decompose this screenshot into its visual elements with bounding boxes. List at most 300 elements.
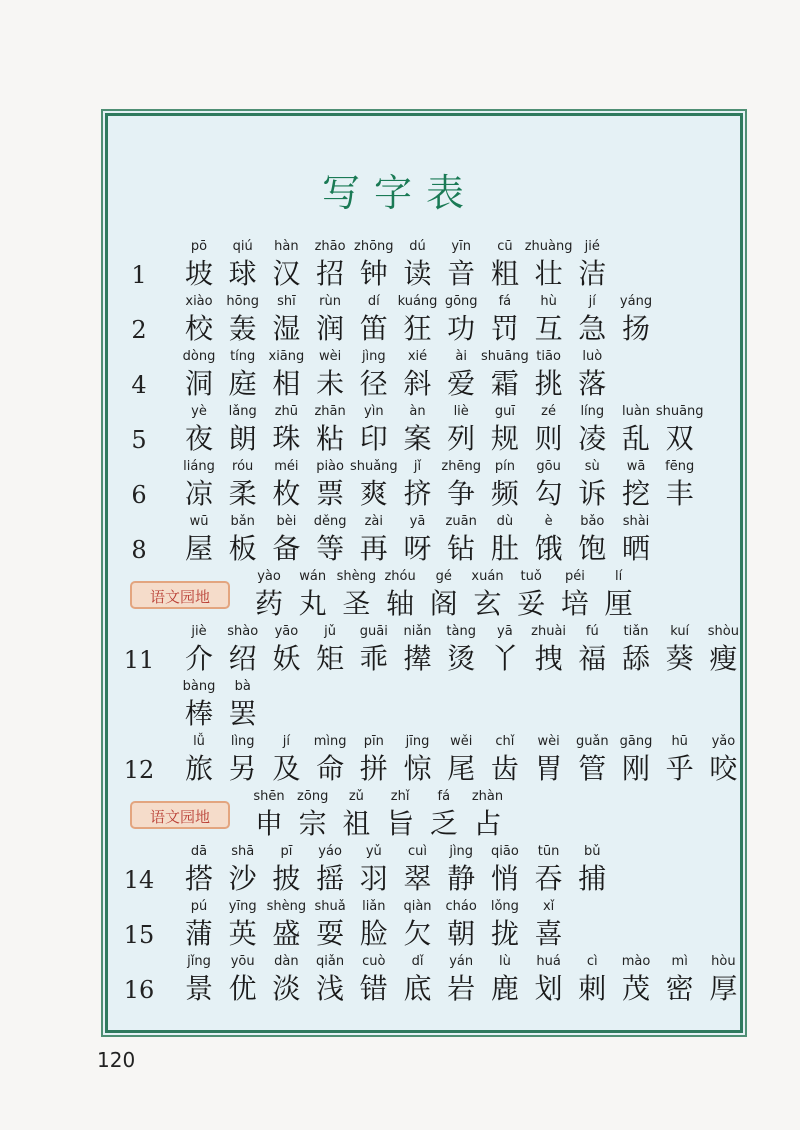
character-cell xyxy=(567,622,617,676)
pinyin: shā xyxy=(231,844,255,859)
character-cell xyxy=(393,732,443,786)
pinyin: wèi xyxy=(537,734,560,749)
hanzi: 狂 xyxy=(403,312,432,345)
pinyin: jǐ xyxy=(413,459,422,474)
hanzi: 润 xyxy=(316,312,345,345)
pinyin: pī xyxy=(280,844,293,859)
pinyin: mì xyxy=(671,954,688,969)
character-cell xyxy=(261,622,311,676)
pinyin: dù xyxy=(496,514,514,529)
hanzi: 斜 xyxy=(403,367,432,400)
pinyin: fá xyxy=(437,789,451,804)
hanzi: 祖 xyxy=(342,807,371,840)
pinyin: yǎo xyxy=(711,734,736,749)
hanzi: 柔 xyxy=(228,477,257,510)
pinyin: dǐ xyxy=(411,954,424,969)
hanzi: 扬 xyxy=(621,312,650,345)
pinyin: shēn xyxy=(253,789,285,804)
hanzi: 管 xyxy=(578,752,607,785)
character-cell xyxy=(655,457,705,511)
character-cell xyxy=(261,292,311,346)
hanzi: 蒲 xyxy=(184,917,213,950)
character-cell xyxy=(524,842,574,896)
hanzi: 轰 xyxy=(228,312,257,345)
hanzi: 乖 xyxy=(359,642,388,675)
character-cell xyxy=(480,622,530,676)
page-title: 写字表 xyxy=(321,171,478,215)
character-cell xyxy=(218,622,268,676)
hanzi: 烫 xyxy=(447,642,476,675)
hanzi: 培 xyxy=(560,587,589,620)
hanzi: 岩 xyxy=(447,972,476,1005)
pinyin: jí xyxy=(282,734,290,749)
pinyin: zhuài xyxy=(531,624,567,639)
pinyin: cuò xyxy=(362,954,386,969)
hanzi: 占 xyxy=(473,807,502,840)
hanzi: 勾 xyxy=(534,477,563,510)
hanzi: 饱 xyxy=(578,532,607,565)
character-cell xyxy=(261,512,311,566)
pinyin: zhàn xyxy=(471,789,504,804)
pinyin: jìng xyxy=(449,844,474,859)
pinyin: zhān xyxy=(314,404,346,419)
character-cell xyxy=(611,512,661,566)
character-cell xyxy=(393,402,443,456)
character-cell xyxy=(218,952,268,1006)
hanzi: 再 xyxy=(359,532,388,565)
character-cell xyxy=(305,237,355,291)
pinyin: jǔ xyxy=(324,624,337,639)
pinyin: jié xyxy=(584,239,600,254)
character-cell xyxy=(655,732,705,786)
hanzi: 钟 xyxy=(359,257,388,290)
character-cell xyxy=(524,897,574,951)
hanzi: 搭 xyxy=(184,862,213,895)
pinyin: dòng xyxy=(182,349,216,364)
hanzi: 齿 xyxy=(490,752,519,785)
character-cell xyxy=(349,952,399,1006)
hanzi: 轴 xyxy=(386,587,415,620)
character-cell xyxy=(436,952,486,1006)
hanzi: 备 xyxy=(272,532,301,565)
character-cell xyxy=(436,402,486,456)
character-cell xyxy=(436,292,486,346)
character-cell xyxy=(567,512,617,566)
hanzi: 屋 xyxy=(184,532,213,565)
character-cell xyxy=(349,292,399,346)
pinyin: niǎn xyxy=(403,624,432,639)
character-cell xyxy=(174,347,224,401)
character-cell xyxy=(567,237,617,291)
table-row xyxy=(0,292,800,352)
pinyin: huá xyxy=(536,954,561,969)
character-cell xyxy=(218,842,268,896)
section-badge: 语文园地 xyxy=(130,801,230,829)
hanzi: 呀 xyxy=(403,532,432,565)
character-cell xyxy=(393,842,443,896)
hanzi: 介 xyxy=(184,642,213,675)
pinyin: chǐ xyxy=(495,734,515,749)
pinyin: yǔ xyxy=(365,844,382,859)
pinyin: qiàn xyxy=(403,899,432,914)
hanzi: 喜 xyxy=(534,917,563,950)
character-cell xyxy=(393,292,443,346)
hanzi: 争 xyxy=(447,477,476,510)
character-cell xyxy=(218,292,268,346)
pinyin: mào xyxy=(621,954,651,969)
pinyin: qiǎn xyxy=(316,954,345,969)
character-cell xyxy=(349,897,399,951)
character-cell xyxy=(436,732,486,786)
pinyin: jǐng xyxy=(187,954,211,969)
hanzi: 罚 xyxy=(490,312,519,345)
hanzi: 诉 xyxy=(578,477,607,510)
pinyin: tiǎn xyxy=(623,624,649,639)
pinyin: pú xyxy=(190,899,208,914)
table-row xyxy=(0,842,800,902)
lesson-number: 12 xyxy=(123,756,155,784)
character-cell xyxy=(261,897,311,951)
pinyin: tūn xyxy=(537,844,560,859)
character-cell xyxy=(375,567,425,621)
pinyin: xiào xyxy=(185,294,213,309)
character-cell xyxy=(393,622,443,676)
pinyin: qiāo xyxy=(490,844,519,859)
pinyin: jìng xyxy=(361,349,386,364)
pinyin: yāo xyxy=(274,624,299,639)
hanzi: 拢 xyxy=(490,917,519,950)
pinyin: lìng xyxy=(230,734,255,749)
hanzi: 宗 xyxy=(298,807,327,840)
character-cell xyxy=(419,567,469,621)
character-cell xyxy=(305,512,355,566)
pinyin: lǒng xyxy=(490,899,519,914)
pinyin: lí xyxy=(614,569,623,584)
pinyin: dàn xyxy=(274,954,299,969)
table-row xyxy=(0,952,800,1012)
character-cell xyxy=(349,347,399,401)
hanzi: 急 xyxy=(578,312,607,345)
hanzi: 阁 xyxy=(429,587,458,620)
character-cell xyxy=(393,952,443,1006)
section-badge: 语文园地 xyxy=(130,581,230,609)
hanzi: 另 xyxy=(228,752,257,785)
pinyin: pín xyxy=(494,459,515,474)
character-cell xyxy=(480,402,530,456)
pinyin: guǎn xyxy=(575,734,609,749)
hanzi: 咬 xyxy=(709,752,738,785)
lesson-number: 16 xyxy=(123,976,155,1004)
hanzi: 则 xyxy=(534,422,563,455)
hanzi: 夜 xyxy=(184,422,213,455)
pinyin: xuán xyxy=(471,569,504,584)
hanzi: 挑 xyxy=(534,367,563,400)
character-cell xyxy=(480,842,530,896)
character-cell xyxy=(506,567,556,621)
character-cell xyxy=(393,347,443,401)
character-cell xyxy=(567,292,617,346)
character-cell xyxy=(393,512,443,566)
hanzi: 优 xyxy=(228,972,257,1005)
pinyin: líng xyxy=(580,404,605,419)
pinyin: hū xyxy=(671,734,688,749)
pinyin: dā xyxy=(190,844,208,859)
hanzi: 爱 xyxy=(447,367,476,400)
hanzi: 频 xyxy=(490,477,519,510)
character-cell xyxy=(244,787,294,841)
character-cell xyxy=(218,897,268,951)
hanzi: 划 xyxy=(534,972,563,1005)
pinyin: piào xyxy=(316,459,344,474)
character-cell xyxy=(480,897,530,951)
hanzi: 惊 xyxy=(403,752,432,785)
pinyin: zhǐ xyxy=(390,789,410,804)
character-cell xyxy=(480,732,530,786)
hanzi: 径 xyxy=(359,367,388,400)
character-cell xyxy=(174,732,224,786)
pinyin: yìn xyxy=(364,404,384,419)
hanzi: 凌 xyxy=(578,422,607,455)
hanzi: 矩 xyxy=(316,642,345,675)
table-row xyxy=(0,237,800,297)
lesson-number: 4 xyxy=(131,371,147,399)
pinyin: bǔ xyxy=(584,844,601,859)
hanzi: 洁 xyxy=(578,257,607,290)
hanzi: 圣 xyxy=(342,587,371,620)
hanzi: 景 xyxy=(184,972,213,1005)
hanzi: 沙 xyxy=(228,862,257,895)
pinyin: tàng xyxy=(446,624,476,639)
lesson-number: 6 xyxy=(131,481,147,509)
character-cell xyxy=(524,952,574,1006)
character-cell xyxy=(567,732,617,786)
hanzi: 捕 xyxy=(578,862,607,895)
pinyin: sù xyxy=(584,459,600,474)
pinyin: tiāo xyxy=(536,349,561,364)
hanzi: 拼 xyxy=(359,752,388,785)
pinyin: dú xyxy=(409,239,426,254)
character-cell xyxy=(567,347,617,401)
character-cell xyxy=(218,237,268,291)
character-cell xyxy=(436,237,486,291)
hanzi: 钻 xyxy=(447,532,476,565)
pinyin: yáo xyxy=(318,844,342,859)
pinyin: bǎn xyxy=(230,514,255,529)
pinyin: fēng xyxy=(665,459,695,474)
lesson-number: 8 xyxy=(131,536,147,564)
hanzi: 申 xyxy=(254,807,283,840)
pinyin: lù xyxy=(498,954,511,969)
character-cell xyxy=(349,237,399,291)
hanzi: 摇 xyxy=(316,862,345,895)
pinyin: gōng xyxy=(444,294,478,309)
pinyin: tuǒ xyxy=(520,569,542,584)
hanzi: 密 xyxy=(665,972,694,1005)
pinyin: rùn xyxy=(319,294,341,309)
character-cell xyxy=(436,347,486,401)
pinyin: dí xyxy=(367,294,380,309)
pinyin: liǎn xyxy=(362,899,386,914)
character-cell xyxy=(261,842,311,896)
hanzi: 规 xyxy=(490,422,519,455)
hanzi: 舔 xyxy=(621,642,650,675)
character-cell xyxy=(567,457,617,511)
character-cell xyxy=(244,567,294,621)
hanzi: 壮 xyxy=(534,257,563,290)
hanzi: 凉 xyxy=(184,477,213,510)
table-row xyxy=(0,567,800,627)
character-cell xyxy=(698,952,748,1006)
pinyin: fú xyxy=(585,624,599,639)
hanzi: 粘 xyxy=(316,422,345,455)
character-cell xyxy=(480,347,530,401)
hanzi: 旨 xyxy=(386,807,415,840)
character-cell xyxy=(524,732,574,786)
hanzi: 互 xyxy=(534,312,563,345)
character-cell xyxy=(174,677,224,731)
hanzi: 静 xyxy=(447,862,476,895)
character-cell xyxy=(375,787,425,841)
character-cell xyxy=(174,512,224,566)
table-row xyxy=(0,732,800,792)
character-cell xyxy=(349,402,399,456)
hanzi: 案 xyxy=(403,422,432,455)
pinyin: wèi xyxy=(318,349,342,364)
pinyin: mìng xyxy=(313,734,347,749)
character-cell xyxy=(419,787,469,841)
pinyin: zhū xyxy=(274,404,299,419)
pinyin: gōu xyxy=(536,459,561,474)
table-row xyxy=(0,787,800,847)
character-cell xyxy=(524,292,574,346)
pinyin: è xyxy=(544,514,553,529)
character-cell xyxy=(550,567,600,621)
hanzi: 浅 xyxy=(316,972,345,1005)
pinyin: wěi xyxy=(450,734,473,749)
hanzi: 等 xyxy=(316,532,345,565)
character-cell xyxy=(305,622,355,676)
pinyin: luàn xyxy=(621,404,651,419)
character-cell xyxy=(480,512,530,566)
character-cell xyxy=(436,842,486,896)
pinyin: shī xyxy=(277,294,296,309)
hanzi: 瘦 xyxy=(709,642,738,675)
character-cell xyxy=(480,292,530,346)
character-cell xyxy=(524,457,574,511)
pinyin: yáng xyxy=(619,294,653,309)
pinyin: bǎo xyxy=(580,514,605,529)
pinyin: tíng xyxy=(230,349,256,364)
character-cell xyxy=(305,952,355,1006)
character-cell xyxy=(698,622,748,676)
pinyin: luò xyxy=(582,349,603,364)
hanzi: 英 xyxy=(228,917,257,950)
character-cell xyxy=(331,787,381,841)
pinyin: cū xyxy=(497,239,513,254)
pinyin: bàng xyxy=(182,679,216,694)
character-cell xyxy=(567,952,617,1006)
character-cell xyxy=(655,622,705,676)
hanzi: 盛 xyxy=(272,917,301,950)
character-cell xyxy=(305,842,355,896)
character-cell xyxy=(174,292,224,346)
character-cell xyxy=(524,237,574,291)
pinyin: xié xyxy=(407,349,428,364)
pinyin: gé xyxy=(435,569,452,584)
hanzi: 耍 xyxy=(316,917,345,950)
pinyin: wán xyxy=(299,569,327,584)
pinyin: shòu xyxy=(707,624,739,639)
character-cell xyxy=(305,402,355,456)
pinyin: yīn xyxy=(451,239,471,254)
pinyin: yā xyxy=(497,624,513,639)
pinyin: cháo xyxy=(445,899,477,914)
hanzi: 厚 xyxy=(709,972,738,1005)
hanzi: 乏 xyxy=(429,807,458,840)
hanzi: 葵 xyxy=(665,642,694,675)
character-cell xyxy=(261,347,311,401)
character-cell xyxy=(305,292,355,346)
pinyin: zhóu xyxy=(384,569,416,584)
lesson-number: 2 xyxy=(131,316,147,344)
hanzi: 珠 xyxy=(272,422,301,455)
pinyin: zhōng xyxy=(354,239,394,254)
character-cell xyxy=(174,842,224,896)
pinyin: děng xyxy=(313,514,347,529)
pinyin: pīn xyxy=(363,734,384,749)
pinyin: wā xyxy=(626,459,646,474)
pinyin: zài xyxy=(364,514,383,529)
hanzi: 刚 xyxy=(621,752,650,785)
character-cell xyxy=(594,567,644,621)
pinyin: yōu xyxy=(230,954,255,969)
pinyin: péi xyxy=(564,569,585,584)
pinyin: lǎng xyxy=(228,404,257,419)
table-row xyxy=(0,402,800,462)
lesson-number: 14 xyxy=(123,866,155,894)
hanzi: 招 xyxy=(316,257,345,290)
hanzi: 淡 xyxy=(272,972,301,1005)
hanzi: 相 xyxy=(272,367,301,400)
pinyin: pō xyxy=(190,239,208,254)
character-cell xyxy=(436,897,486,951)
pinyin: ài xyxy=(455,349,467,364)
hanzi: 未 xyxy=(316,367,345,400)
character-cell xyxy=(524,347,574,401)
page-number: 120 xyxy=(97,1048,136,1072)
hanzi: 罢 xyxy=(228,697,257,730)
lesson-number: 5 xyxy=(131,426,147,454)
hanzi: 洞 xyxy=(184,367,213,400)
pinyin: fá xyxy=(498,294,512,309)
character-cell xyxy=(349,457,399,511)
hanzi: 挤 xyxy=(403,477,432,510)
hanzi: 庭 xyxy=(228,367,257,400)
lesson-number: 11 xyxy=(123,646,155,674)
hanzi: 悄 xyxy=(490,862,519,895)
hanzi: 票 xyxy=(316,477,345,510)
hanzi: 旅 xyxy=(184,752,213,785)
pinyin: jiè xyxy=(191,624,207,639)
hanzi: 胃 xyxy=(534,752,563,785)
character-cell xyxy=(393,237,443,291)
pinyin: shuāng xyxy=(481,349,529,364)
character-cell xyxy=(567,402,617,456)
character-cell xyxy=(218,347,268,401)
character-cell xyxy=(480,237,530,291)
character-cell xyxy=(218,402,268,456)
hanzi: 厘 xyxy=(604,587,633,620)
